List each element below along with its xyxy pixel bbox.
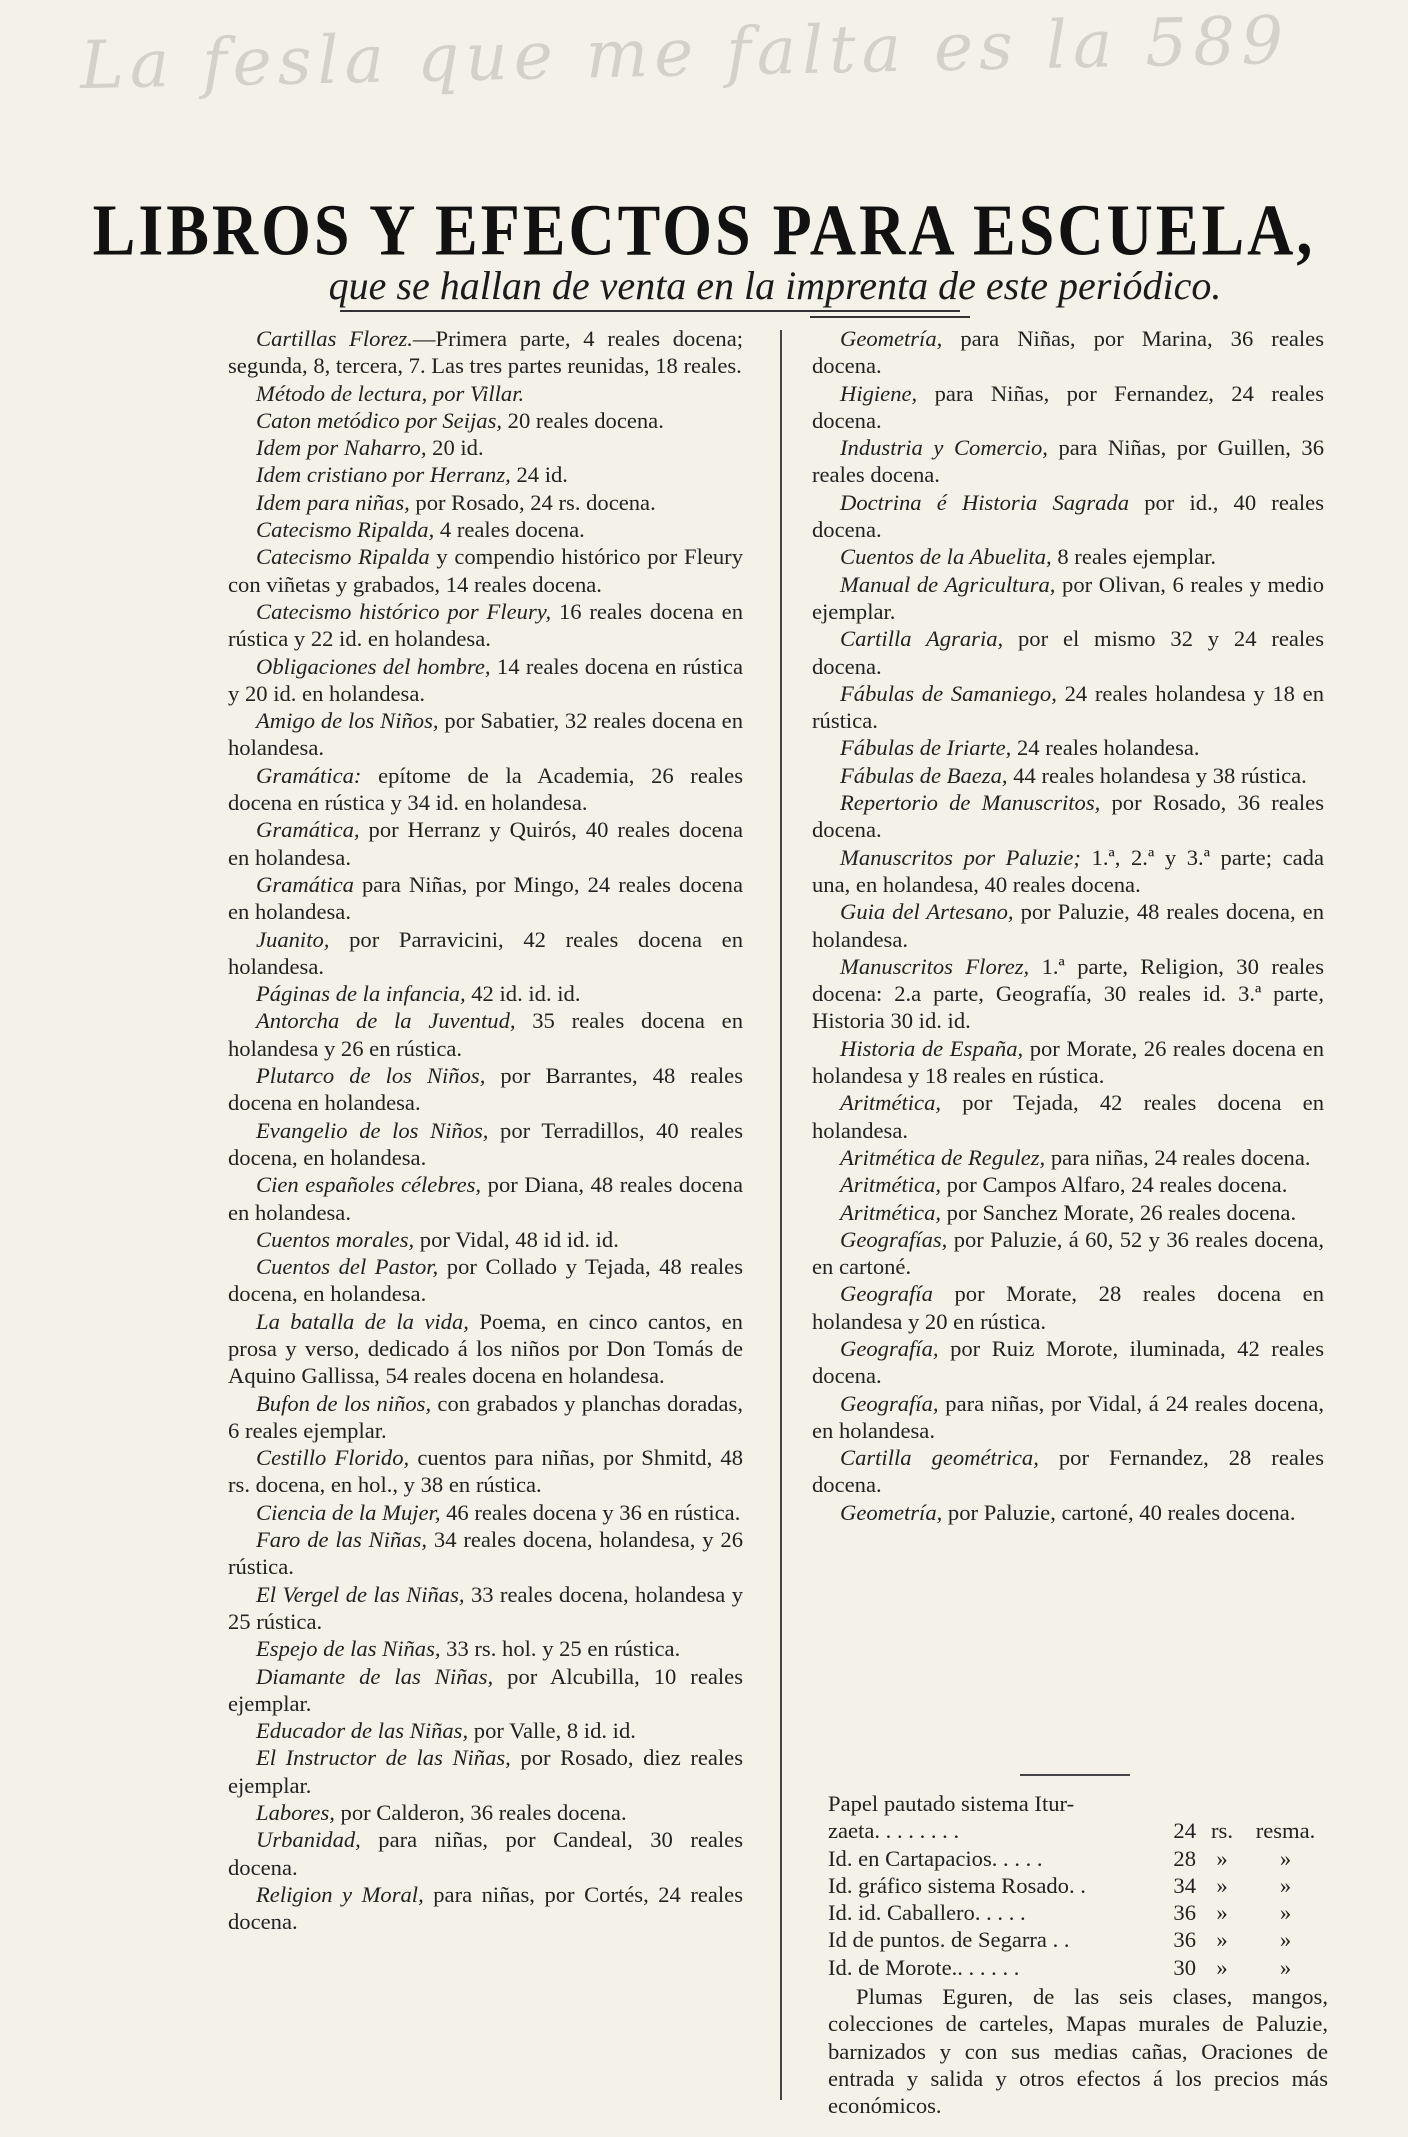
entry-title: Fábulas de Baeza, [840,762,1008,788]
entry-text: por Fernandez, 28 reales docena. [812,1445,1324,1498]
catalog-entry [812,1199,1324,1226]
entry-text: por id., 40 reales docena. [812,489,1324,543]
entry-text: por Rosado, 24 rs. docena. [409,489,656,515]
catalog-entry [812,1499,1324,1526]
section-divider [1020,1774,1130,1776]
supplies-head-line: Papel pautado sistema Itur- [828,1791,1075,1816]
page-subtitle: que se hallan de venta en la imprenta de este periódico. [328,263,1222,308]
catalog-entry [812,898,1324,953]
entry-text: 24 reales holandesa y 18 en rústica. [812,680,1324,734]
entry-title: Idem por Naharro, [256,435,427,461]
supply-row [828,1899,1328,1926]
entry-text: por Morate, 28 reales docena en holandesa y 20 en rústica. [812,1281,1324,1334]
catalog-entry [228,1390,743,1445]
supply-price: 30 [1173,1954,1196,1980]
supply-price: 24 [1173,1818,1196,1844]
catalog-entry [228,1635,743,1662]
supply-unit-2: » [1279,1872,1292,1898]
catalog-entry [228,1744,743,1799]
entry-title: Cuentos de la Abuelita, [840,544,1052,570]
catalog-entry [228,926,743,981]
catalog-entry [228,1062,743,1117]
entry-title: Geografías, [840,1226,948,1252]
entry-text: para Niñas, por Guillen, 36 reales docena. [812,435,1325,488]
subtitle-underline-short [810,316,970,318]
catalog-entry [228,325,743,380]
catalog-entry [228,543,743,598]
catalog-entry [812,1335,1324,1390]
entry-title: Fábulas de Iriarte, [840,735,1012,761]
entry-text: por Barrantes, 48 reales docena en holandesa. [228,1063,743,1116]
entry-title: Cartilla Agraria, [840,626,1004,652]
entry-title: Cartillas Florez. [256,326,413,351]
supply-unit: » [1216,1900,1228,1926]
supply-row [828,1926,1328,1953]
catalog-entry [812,1144,1324,1171]
catalog-entry [228,816,743,871]
entry-title: Doctrina é Historia Sagrada [840,489,1130,515]
catalog-entry [228,1308,743,1390]
entry-title: Gramática, [256,817,360,843]
entry-title: Industria y Comercio, [840,435,1048,461]
entry-title: Juanito, [256,926,330,952]
catalog-entry [812,762,1324,789]
entry-text: por Alcubilla, 10 reales ejemplar. [228,1663,743,1716]
entry-text: por Sabatier, 32 reales docena en holandesa. [228,708,743,761]
supply-item: Id. en Cartapacios. . . . . [828,1845,1043,1871]
entry-text: por Rosado, diez reales ejemplar. [228,1745,744,1798]
catalog-entry [228,461,743,488]
entry-text: y compendio histórico por Fleury con viñetas y grabados, 14 reales docena. [228,544,744,597]
entry-title: Gramática [256,871,354,897]
supply-price: 36 [1173,1900,1196,1926]
entry-title: Caton metódico por Seijas, [256,407,503,433]
entry-text: para niñas, por Cortés, 24 reales docena. [228,1881,744,1935]
catalog-entry [228,434,743,461]
catalog-entry [812,1171,1324,1198]
entry-text: por Olivan, 6 reales y medio ejemplar. [812,571,1324,624]
entry-title: Idem cristiano por Herranz, [256,462,511,488]
catalog-entry [228,653,743,708]
entry-text: 20 reales docena. [502,407,664,433]
entry-text: por Calderon, 36 reales docena. [334,1800,627,1826]
entry-text: 33 reales docena, holandesa y 25 rústica. [228,1581,743,1634]
left-column [228,325,743,1936]
entry-text: cuentos para niñas, por Shmitd, 48 rs. docena, en hol., y 38 en rústica. [228,1445,743,1498]
catalog-entry [228,1581,743,1636]
entry-text: por Ruiz Morote, iluminada, 42 reales docena. [812,1335,1324,1389]
entry-title: Geografía [840,1281,933,1307]
entry-title: Aritmética, [840,1199,942,1225]
entry-title: Cestillo Florido, [256,1445,410,1471]
entry-title: Bufon de los niños, [256,1390,432,1416]
entry-title: Aritmética, [840,1090,942,1116]
entry-title: Repertorio de Manuscritos, [840,790,1101,816]
supplies-section [828,1790,1328,2120]
entry-title: Obligaciones del hombre, [256,653,491,679]
entry-text: con grabados y planchas doradas, 6 reales ejemplar. [228,1390,744,1443]
entry-title: Catecismo Ripalda, [256,517,435,543]
catalog-entry [228,1226,743,1253]
entry-text: por el mismo 32 y 24 reales docena. [812,626,1325,679]
entry-title: Geometría, [840,326,943,351]
entry-text: por Paluzie, cartoné, 40 reales docena. [942,1499,1296,1525]
entry-title: El Instructor de las Niñas, [256,1745,511,1771]
catalog-entry [812,434,1324,489]
catalog-entry [228,1253,743,1308]
entry-text: 35 reales docena en holandesa y 26 en rústica. [228,1008,744,1061]
catalog-entry [812,1444,1324,1499]
catalog-entry [228,598,743,653]
catalog-entry [812,844,1324,899]
catalog-entry [812,325,1324,380]
catalog-entry [812,1390,1324,1445]
entry-title: Espejo de las Niñas, [256,1636,441,1662]
supply-row [828,1954,1328,1981]
entry-title: Ciencia de la Mujer, [256,1499,441,1525]
catalog-entry [228,1799,743,1826]
entry-text: 24 id. [510,462,568,488]
entry-title: Cien españoles célebres, [256,1172,482,1198]
entry-text: 20 id. [426,435,484,461]
supply-unit-2: » [1279,1900,1292,1926]
catalog-entry [812,1226,1324,1281]
supply-unit: » [1216,1845,1228,1871]
entry-text: epítome de la Academia, 26 reales docena en rústica y 34 id. en holandesa. [228,762,743,816]
entry-text: para niñas, por Vidal, á 24 reales docena, en holandesa. [812,1390,1324,1443]
entry-title: Antorcha de la Juventud, [256,1008,516,1034]
entry-text: por Diana, 48 reales docena en holandesa. [228,1172,743,1225]
entry-text: 1.ª, 2.ª y 3.ª parte; cada una, en holandesa, 40 reales docena. [812,844,1325,897]
entry-text: 33 rs. hol. y 25 en rústica. [440,1636,681,1662]
entry-title: Religion y Moral, [256,1881,424,1907]
entry-title: Geografía, [840,1390,939,1416]
entry-text: 34 reales docena, holandesa, y 26 rústica. [228,1527,744,1580]
catalog-entry [228,1007,743,1062]
entry-title: Manual de Agricultura, [840,571,1056,597]
supplies-list [828,1817,1328,1981]
entry-title: Catecismo histórico por Fleury, [256,598,552,624]
entry-text: 44 reales holandesa y 38 rústica. [1007,762,1307,788]
supply-unit: » [1216,1872,1228,1898]
entry-text: Poema, en cinco cantos, en prosa y verso, dedicado á los niños por Don Tomás de Aquino Gallissa, 54 reales docena en holandesa. [228,1308,743,1389]
entry-text: por Parravicini, 42 reales docena en holandesa. [228,926,743,979]
supply-row [828,1845,1328,1872]
catalog-entry [812,1089,1324,1144]
entry-text: —Primera parte, 4 reales docena; segunda, 8, tercera, 7. Las tres partes reunidas, 18 reales. [228,326,743,379]
supply-price: 34 [1173,1872,1196,1898]
entry-text: 1.ª parte, Religion, 30 reales docena: 2.a parte, Geografía, 30 reales id. 3.ª parte, Historia 30 id. id. [812,953,1324,1034]
entry-text: para Niñas, por Mingo, 24 reales docena en holandesa. [228,871,743,925]
entry-text: por Morate, 26 reales docena en holandesa y 18 reales en rústica. [812,1035,1324,1089]
catalog-entry [812,571,1324,626]
supply-row [828,1817,1328,1844]
entry-text: por Rosado, 36 reales docena. [812,790,1324,843]
entry-title: Faro de las Niñas, [256,1527,428,1553]
entry-title: Diamante de las Niñas, [256,1663,494,1689]
supply-item: Id. gráfico sistema Rosado. . [828,1872,1086,1898]
entry-text: por Herranz y Quirós, 40 reales docena en holandesa. [228,817,743,870]
catalog-entry [228,1826,743,1881]
entry-title: Cuentos del Pastor, [256,1254,439,1280]
entry-text: 46 reales docena y 36 en rústica. [440,1499,741,1525]
entry-title: Manuscritos Florez, [840,953,1030,979]
supplies-closing: Plumas Eguren, de las seis clases, mangos, colecciones de carteles, Mapas murales de Paluzie, barnizados y con sus medias cañas, Oraciones de entrada y salida y otros efectos á los precios más económicos. [828,1984,1328,2119]
entry-text: por Terradillos, 40 reales docena, en holandesa. [228,1117,743,1170]
catalog-entry [228,1117,743,1172]
catalog-entry [812,625,1324,680]
catalog-entry [812,734,1324,761]
catalog-entry [812,543,1324,570]
entry-title: Urbanidad, [256,1827,361,1853]
catalog-entry [812,489,1324,544]
right-column [812,325,1324,1526]
supply-unit: » [1216,1954,1228,1980]
entry-title: Geometría, [840,1499,943,1525]
catalog-entry [228,707,743,762]
catalog-entry [228,1444,743,1499]
catalog-entry [228,1881,743,1936]
entry-title: Evangelio de los Niños, [256,1117,489,1143]
catalog-entry [228,1526,743,1581]
entry-title: Aritmética de Regulez, [840,1144,1046,1170]
entry-title: Idem para niñas, [256,489,410,515]
catalog-entry [812,789,1324,844]
entry-title: Catecismo Ripalda [256,544,430,570]
supply-item: Id. de Morote.. . . . . . [828,1954,1020,1980]
entry-text: por Tejada, 42 reales docena en holandesa. [812,1090,1324,1143]
entry-title: Páginas de la infancia, [256,981,466,1007]
catalog-entry [228,489,743,516]
supply-item: zaeta. . . . . . . . [828,1818,960,1844]
catalog-entry [228,1499,743,1526]
supply-item: Id. id. Caballero. . . . . [828,1900,1026,1926]
entry-title: Guia del Artesano, [840,899,1014,925]
entry-title: Plutarco de los Niños, [256,1063,486,1089]
entry-text: 14 reales docena en rústica y 20 id. en holandesa. [228,653,743,706]
catalog-entry [228,1171,743,1226]
supply-unit-2: » [1279,1845,1292,1871]
catalog-entry [812,1035,1324,1090]
entry-title: Método de lectura, por Villar. [256,380,525,406]
entry-text: por Vidal, 48 id id. id. [414,1226,619,1252]
entry-title: Fábulas de Samaniego, [840,680,1057,706]
catalog-entry [812,380,1324,435]
supply-item: Id de puntos. de Segarra . . [828,1927,1070,1953]
catalog-entry [812,953,1324,1035]
entry-title: El Vergel de las Niñas, [256,1581,465,1607]
subtitle-underline [340,310,960,312]
entry-text: por Paluzie, á 60, 52 y 36 reales docena, en cartoné. [812,1226,1324,1280]
entry-text: por Valle, 8 id. id. [468,1718,636,1744]
catalog-entry [812,680,1324,735]
supply-price: 28 [1173,1845,1196,1871]
supply-unit-2: » [1279,1954,1292,1980]
catalog-entry [812,1280,1324,1335]
supply-unit: » [1216,1927,1228,1953]
catalog-entry [228,516,743,543]
entry-title: Geografía, [840,1335,939,1361]
entry-text: 42 id. id. id. [465,981,581,1007]
entry-title: Aritmética, [840,1172,942,1198]
entry-title: Gramática: [256,762,362,788]
entry-text: para Niñas, por Fernandez, 24 reales docena. [812,380,1324,433]
entry-title: Cuentos morales, [256,1226,415,1252]
entry-title: Labores, [256,1800,335,1826]
entry-title: Amigo de los Niños, [256,708,439,734]
entry-text: por Sanchez Morate, 26 reales docena. [941,1199,1297,1225]
catalog-entry [228,380,743,407]
entry-title: La batalla de la vida, [256,1308,469,1334]
handwritten-note: La fesla que me falta es la 589 [79,1,1290,105]
entry-text: 8 reales ejemplar. [1051,544,1217,570]
page-title: LIBROS Y EFECTOS PARA ESCUELA, [92,189,1316,271]
entry-text: para Niñas, por Marina, 36 reales docena. [812,326,1324,379]
catalog-entry [228,871,743,926]
catalog-entry [228,980,743,1007]
supply-unit: rs. [1211,1818,1233,1844]
entry-title: Educador de las Niñas, [256,1718,469,1744]
column-divider [780,330,782,2100]
catalog-entry [228,762,743,817]
catalog-entry [228,1663,743,1718]
entry-title: Manuscritos por Paluzie; [840,844,1081,870]
supply-price: 36 [1173,1927,1196,1953]
entry-text: 24 reales holandesa. [1011,735,1200,761]
entry-text: para niñas, 24 reales docena. [1045,1144,1311,1170]
entry-text: por Paluzie, 48 reales docena, en holandesa. [812,899,1324,952]
supply-row [828,1872,1328,1899]
supply-unit-2: » [1279,1927,1292,1953]
entry-text: 4 reales docena. [434,517,585,543]
entry-title: Historia de España, [840,1035,1024,1061]
entry-text: 16 reales docena en rústica y 22 id. en holandesa. [228,598,743,652]
entry-text: por Campos Alfaro, 24 reales docena. [941,1172,1288,1198]
catalog-entry [228,1717,743,1744]
entry-title: Higiene, [840,380,918,406]
entry-title: Cartilla geométrica, [840,1445,1039,1471]
catalog-entry [228,407,743,434]
entry-text: por Collado y Tejada, 48 reales docena, en holandesa. [228,1254,744,1307]
entry-text: para niñas, por Candeal, 30 reales docena. [228,1827,743,1880]
supply-unit-2: resma. [1255,1818,1316,1844]
